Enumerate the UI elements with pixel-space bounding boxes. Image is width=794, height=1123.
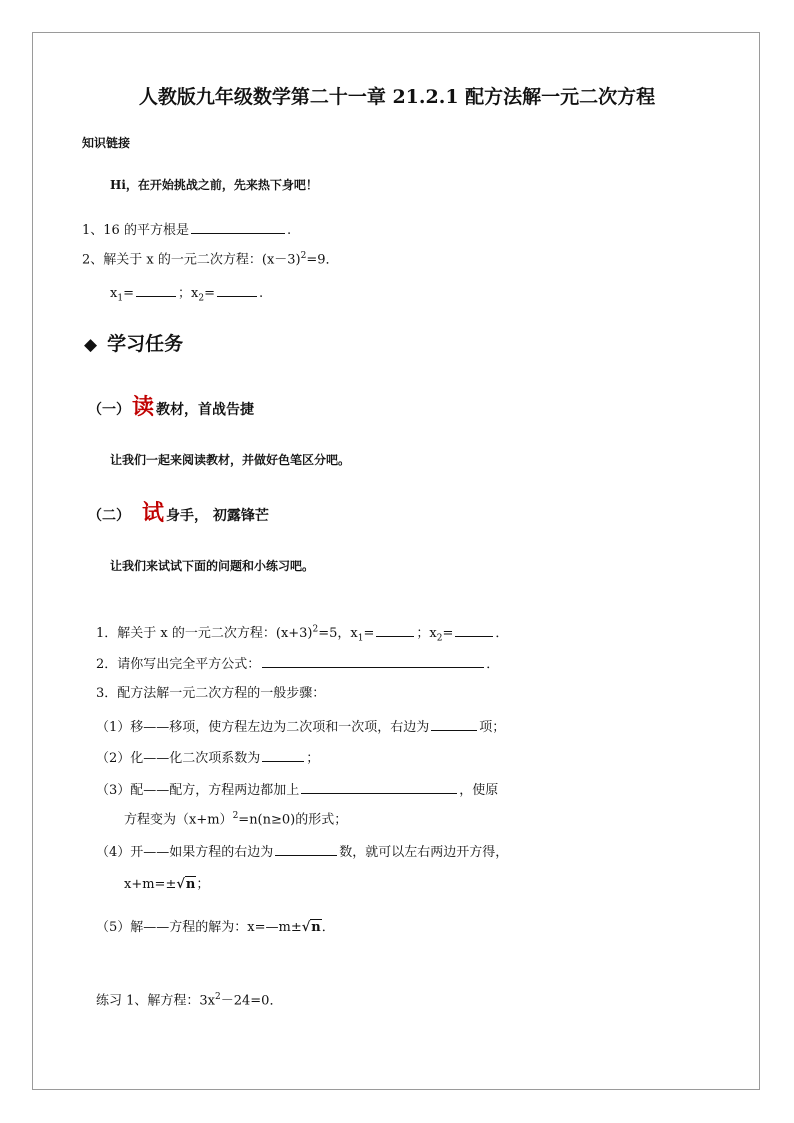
step-3-blank[interactable] — [301, 780, 457, 794]
step-2 — [96, 748, 319, 767]
knowledge-link-heading: 知识链接 — [82, 136, 131, 150]
part-1-big-char: 读 — [132, 394, 155, 420]
x2-blank[interactable] — [455, 623, 493, 637]
exponent: 2 — [312, 624, 319, 635]
part-2-title: 身手， 初露锋芒 — [166, 508, 269, 524]
step-1-blank[interactable] — [431, 717, 477, 731]
sqrt-n — [176, 877, 196, 892]
subscript: 2 — [198, 293, 205, 304]
item-1-tail: ． — [495, 626, 509, 641]
part-2-big-char: 试 — [142, 500, 165, 526]
sqrt-icon: √ — [176, 877, 185, 892]
step-3 — [96, 780, 498, 799]
step-3-text: （3）配——配方，方程两边都加上 — [96, 783, 300, 798]
exponent: 2 — [232, 811, 239, 821]
item-1-text: 1．解关于 x 的一元二次方程：(x+3) — [96, 626, 313, 641]
exercise-1 — [96, 992, 282, 1009]
x1-label: x — [110, 286, 118, 301]
step-2-text: （2）化——化二次项系数为 — [96, 751, 261, 766]
page-title: 人教版九年级数学第二十一章 21.2.1 配方法解一元二次方程 — [138, 86, 656, 108]
part-1-prefix: （一） — [88, 402, 130, 418]
item-2-text: 2．请你写出完全平方公式： — [96, 657, 261, 672]
step-1-text: （1）移——移项，使方程左边为二次项和一次项，右边为 — [96, 720, 430, 735]
step-4-blank[interactable] — [275, 842, 337, 856]
subscript: 1 — [117, 293, 124, 304]
exponent: 2 — [300, 251, 307, 261]
item-1 — [96, 623, 508, 644]
exponent: 2 — [215, 992, 221, 1002]
step-5-text: （5）解——方程的解为：x=—m± — [96, 920, 302, 935]
subscript: 2 — [436, 633, 443, 644]
sqrt-icon: √ — [301, 920, 311, 935]
item-2-tail: ． — [486, 657, 500, 672]
step-1 — [96, 717, 505, 736]
part-2-prefix: （二） — [88, 508, 130, 524]
sqrt-n — [302, 920, 322, 935]
step-3-tail: ，使原 — [459, 783, 499, 798]
section-heading — [84, 333, 183, 356]
exercise-text: 练习 1、解方程：3x — [96, 993, 216, 1009]
subscript: 1 — [357, 633, 364, 644]
question-2 — [82, 251, 339, 268]
step-4-text: （4）开——如果方程的右边为 — [96, 845, 274, 860]
step-5-tail: ． — [321, 920, 335, 935]
question-1 — [82, 220, 291, 239]
question-2-tail: . — [258, 286, 264, 301]
step-3-line-2 — [124, 811, 347, 828]
plus-minus: ± — [165, 877, 177, 892]
radicand: n — [311, 920, 321, 935]
question-2-answers — [110, 283, 263, 304]
warmup-text: Hi，在开始挑战之前，先来热下身吧！ — [110, 178, 318, 192]
step-2-tail: ； — [306, 751, 320, 766]
section-title: 学习任务 — [107, 333, 184, 355]
part-1-title: 教材，首战告捷 — [156, 402, 255, 418]
equals: = — [363, 626, 375, 641]
item-1-text-2: =5，x — [318, 626, 358, 641]
step-2-blank[interactable] — [262, 748, 304, 762]
part-1-desc: 让我们一起来阅读教材，并做好色笔区分吧。 — [110, 453, 351, 467]
step-3-text-2: 方程变为（x+m） — [124, 812, 233, 828]
step-4-equation: x+m= — [124, 877, 166, 892]
question-1-tail: . — [286, 223, 292, 238]
step-4-line-2-tail: ； — [196, 877, 210, 892]
question-2-text-2: =9． — [306, 252, 339, 268]
item-3: 3．配方法解一元二次方程的一般步骤： — [96, 686, 326, 701]
step-3-text-3: =n(n≥0)的形式； — [238, 812, 348, 828]
equals: = — [123, 286, 134, 301]
part-1-heading — [88, 394, 254, 420]
x1-blank[interactable] — [136, 283, 176, 297]
formula-blank[interactable] — [262, 654, 484, 668]
x1-blank[interactable] — [376, 623, 414, 637]
exercise-text-2: －24=0． — [220, 993, 283, 1009]
step-1-tail: 项； — [479, 720, 506, 735]
step-4-tail: 数，就可以左右两边开方得， — [339, 845, 509, 860]
part-2-desc: 让我们来试试下面的问题和小练习吧。 — [110, 559, 315, 573]
answer-blank[interactable] — [191, 220, 285, 234]
question-1-text: 1、16 的平方根是 — [82, 223, 189, 238]
separator: ；x — [177, 286, 199, 301]
question-2-text: 2、解关于 x 的一元二次方程：(x－3) — [82, 252, 301, 268]
x2-blank[interactable] — [217, 283, 257, 297]
radicand: n — [185, 877, 196, 892]
item-2 — [96, 654, 499, 673]
equals: = — [442, 626, 454, 641]
part-2-heading — [88, 500, 269, 526]
equals: = — [204, 286, 215, 301]
step-4-line-2 — [124, 876, 209, 893]
separator: ；x — [416, 626, 437, 641]
diamond-icon: ◆ — [84, 335, 98, 355]
step-4 — [96, 842, 508, 861]
step-5 — [96, 919, 335, 936]
